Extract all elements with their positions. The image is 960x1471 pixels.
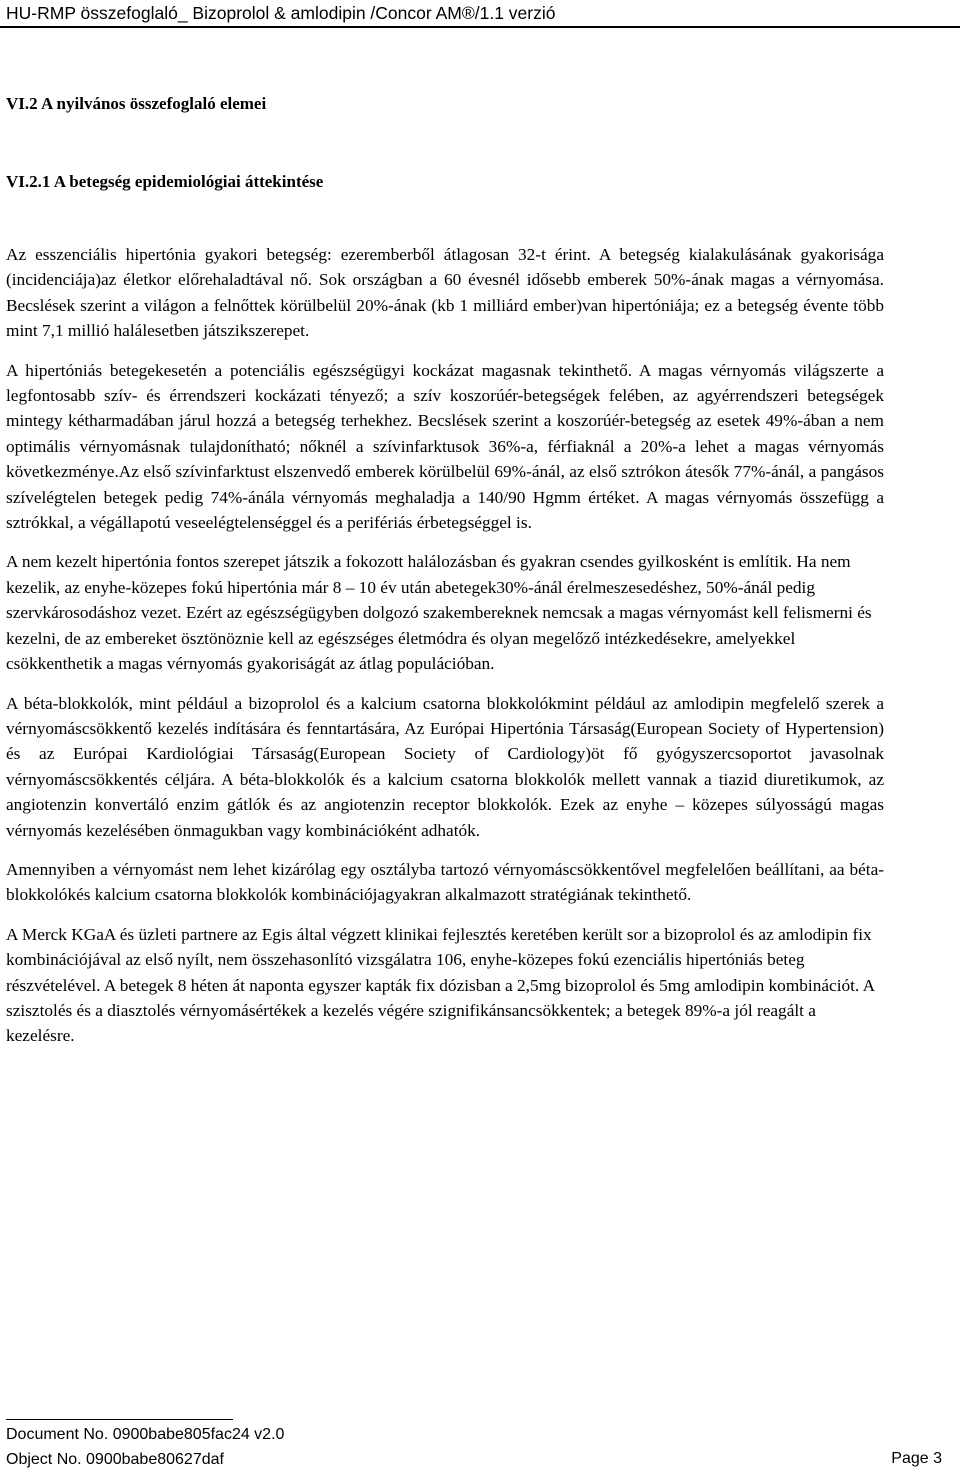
paragraph-study: A Merck KGaA és üzleti partnere az Egis által végzett klinikai fejlesztés keretében került sor a bizoprolol és az amlodipin fix kombinációjával az első nyílt, nem összehasonlító vizsgálatra 106, enyhe-közepes fokú ezenciális hipertóniás beteg részvételével. A betegek 8 héten át naponta egyszer kapták fix dózisban a 2,5mg bizoprolol és 5mg amlodipin kombinációt. A szisztolés és a diasztolés vérnyomásértékek a kezelés végére szignifikánsancsökkentek; a betegek 89%-a jól reagált a kezelésre.	[6, 924, 875, 1046]
object-number: Object No. 0900babe80627daf	[6, 1451, 224, 1468]
running-header-title: HU-RMP összefoglaló_ Bizoprolol & amlodipin /Concor AM®/1.1 verzió	[6, 3, 556, 23]
paragraph-treatment: A béta-blokkolók, mint például a bizoprolol és a kalcium csatorna blokkolókmint például az amlodipin megfelelő szerek a vérnyomáscsökkentő kezelés indítására és fenntartására, Az Európai Hipertónia Társaság(European Society of Hypertension) és az Európai Kardiológiai Társaság(European Society of Cardiology)öt fő gyógyszercsoportot javasolnak vérnyomáscsökkentés céljára. A béta-blokkolók és a kalcium csatorna blokkolók mellett vannak a tiazid diuretikumok, az angiotenzin konvertáló enzim gátlók és az angiotenzin receptor blokkolók. Ezek az enyhe – közepes súlyosságú magas vérnyomás kezelésében önmagukban vagy kombinációként adhatók.	[6, 693, 884, 840]
subsection-heading: VI.2.1 A betegség epidemiológiai áttekintése	[6, 172, 324, 191]
footer-divider	[6, 1419, 233, 1420]
paragraph-untreated: A nem kezelt hipertónia fontos szerepet játszik a fokozott halálozásban és gyakran csendes gyilkosként is említik. Ha nem kezelik, az enyhe-közepes fokú hipertónia már 8 – 10 év után abetegek30%-ánál érelmeszesedéshez, 50%-ánál pedig szervkárosodáshoz vezet. Ezért az egészségügyben dolgozó szakembereknek nemcsak a magas vérnyomást kell felismerni és kezelni, de az embereket ösztönöznie kell az egészséges életmódra és olyan megelőző intézkedésekre, amelyekkel csökkenthetik a magas vérnyomás gyakoriságát az átlag populációban.	[6, 552, 872, 674]
section-heading: VI.2 A nyilvános összefoglaló elemei	[6, 94, 267, 113]
document-number: Document No. 0900babe805fac24 v2.0	[6, 1426, 285, 1443]
paragraph-combination: Amennyiben a vérnyomást nem lehet kizárólag egy osztályba tartozó vérnyomáscsökkentővel megfelelően beállítani, aa béta-blokkolókés kalcium csatorna blokkolók kombinációjagyakran alkalmazott stratégiának tekinthető.	[6, 859, 884, 905]
paragraph-epidemiology: Az esszenciális hipertónia gyakori betegség: ezeremberből átlagosan 32-t érint. A betegség kialakulásának gyakorisága (incidenciája)az életkor előrehaladtával nő. Sok országban a 60 évesnél idősebb emberek 50%-ának magas a vérnyomása. Becslések szerint a világon a felnőttek körülbelül 20%-ának (kb 1 milliárd ember)van hipertóniája; ez a betegség évente több mint 7,1 millió halálesetben játszikszerepet.	[6, 245, 884, 341]
page-number: Page 3	[891, 1450, 942, 1467]
header-divider	[0, 26, 960, 28]
paragraph-risk: A hipertóniás betegekesetén a potenciális egészségügyi kockázat magasnak tekinthető. A magas vérnyomás világszerte a legfontosabb szív- és érrendszeri kockázati tényező; a szív koszorúér-betegségek felében, az agyérrendszeri betegségek mintegy kétharmadában járul hozzá a betegség terhekhez. Becslések szerint a koszorúér-betegség az esetek 49%-ában a nem optimális vérnyomásnak tulajdonítható; nőknél a szívinfarktusok 36%-a, férfiaknál a 20%-a lehet a magas vérnyomás következménye.Az első szívinfarktust elszenvedő emberek körülbelül 69%-ánál, az első sztrókon átesők 77%-ánál, a pangásos szívelégtelen betegek pedig 74%-ánála vérnyomás meghaladja a 140/90 Hgmm értéket. A magas vérnyomás összefügg a sztrókkal, a végállapotú veseelégtelenséggel és a perifériás érbetegséggel is.	[6, 360, 884, 533]
body-text	[6, 242, 884, 1049]
